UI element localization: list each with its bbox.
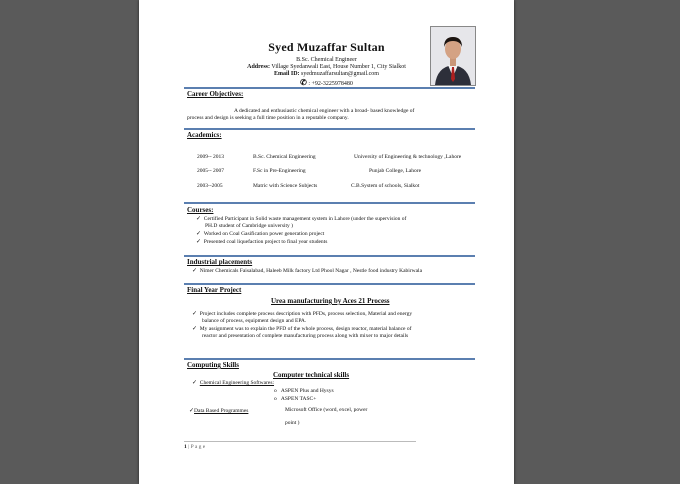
academics-title: Academics: xyxy=(187,131,222,139)
course-item-cont: PH.D student of Cambridge university ) xyxy=(205,223,293,229)
academic-institute: Punjab College, Lahore xyxy=(369,168,422,174)
fyp-subtitle: Urea manufacturing by Aces 21 Process xyxy=(271,297,390,305)
academic-years: 2003--2005 xyxy=(197,183,223,189)
degree-line: B.Sc. Chemical Engineer xyxy=(296,57,357,63)
address-value: Village Syedanwali East, House Number 1, City Sialkot xyxy=(271,64,406,70)
section-rule xyxy=(184,202,475,204)
course-item: ✓ Certified Participant in Solid waste management system in Lahore (under the supervision of xyxy=(196,216,407,222)
course-item: ✓ Presented coal liquefaction project to final year students xyxy=(196,239,328,245)
academic-institute: University of Engineering & technology ,Lahore xyxy=(354,154,462,160)
fyp-item-cont: reactor and presentation of complete manufacturing process along with mixer to major details xyxy=(202,333,409,339)
academic-degree: F.Sc in Pre-Engineering xyxy=(253,168,306,174)
email-label: Email ID: xyxy=(274,71,300,77)
circle-bullet-icon: o xyxy=(274,388,277,394)
academic-degree: Matric with Science Subjects xyxy=(253,183,318,189)
db-programs-value-cont: point ) xyxy=(285,420,300,426)
section-rule xyxy=(184,87,475,89)
section-rule xyxy=(184,255,475,257)
academic-degree: B.Sc. Chemical Engineering xyxy=(253,154,316,160)
chem-software-item: o ASPEN Plus and Hysys xyxy=(274,388,334,394)
check-icon: ✓ xyxy=(192,311,198,317)
check-icon: ✓ xyxy=(192,326,198,332)
industrial-item: ✓ Nimer Chemicals Faisalabad, Haleeb Milk factory Ltd Phool Nagar , Nestle food industry Kabirwala xyxy=(192,268,423,274)
page-number: 1 | P a g e xyxy=(184,444,206,450)
circle-bullet-icon: o xyxy=(274,396,277,402)
section-rule xyxy=(184,358,475,360)
section-rule xyxy=(184,128,475,130)
candidate-name: Syed Muzaffar Sultan xyxy=(268,40,385,54)
fyp-title: Final Year Project xyxy=(187,286,242,294)
footer-rule xyxy=(184,441,416,442)
profile-photo xyxy=(430,26,476,86)
resume-page xyxy=(139,0,514,484)
academic-years: 2005-- 2007 xyxy=(197,168,225,174)
academic-years: 2009-- 2013 xyxy=(197,154,225,160)
section-rule xyxy=(184,283,475,285)
check-icon: ✓ xyxy=(189,408,195,414)
career-text-2: process and design is seeking a full time position in a reputable company. xyxy=(187,115,349,121)
career-text-1: A dedicated and enthusiastic chemical engineer with a broad- based knowledge of xyxy=(234,108,415,114)
chem-software-label: ✓ Chemical Engineering Softwares: xyxy=(192,380,275,386)
check-icon: ✓ xyxy=(196,216,202,222)
address-label: Address: xyxy=(247,64,271,70)
fyp-item-cont: balance of process, equipment design and EPA. xyxy=(202,318,307,324)
fyp-item: ✓ Project includes complete process description with PFDs, process selection, Material and energy xyxy=(192,311,413,317)
check-icon: ✓ xyxy=(196,239,202,245)
career-title: Career Objectives: xyxy=(187,90,244,98)
industrial-title: Industrial placements xyxy=(187,258,253,266)
phone-value: : +92-3225978480 xyxy=(308,81,353,87)
check-icon: ✓ xyxy=(192,268,198,274)
computing-title: Computing Skills xyxy=(187,361,239,369)
portrait-image xyxy=(431,27,475,85)
check-icon: ✓ xyxy=(192,380,198,386)
courses-title: Courses: xyxy=(187,206,214,214)
course-item: ✓ Worked on Coal Gasification power generation project xyxy=(196,231,325,237)
db-programs-value: Microsoft Office (word, excel, power xyxy=(285,407,368,413)
check-icon: ✓ xyxy=(196,231,202,237)
phone-icon: ✆ xyxy=(300,78,307,87)
computing-subtitle: Computer technical skills xyxy=(273,371,350,379)
email-value[interactable]: syedmuzaffarsultan@gmail.com xyxy=(301,71,379,77)
db-programs-label: ✓Data Based Programmes xyxy=(189,408,249,414)
fyp-item: ✓ My assignment was to explain the PFD of the whole process, design reactor, material balance of xyxy=(192,326,412,332)
chem-software-item: o ASPEN TASC+ xyxy=(274,396,317,402)
academic-institute: C.B.System of schools, Sialkot xyxy=(351,183,420,189)
